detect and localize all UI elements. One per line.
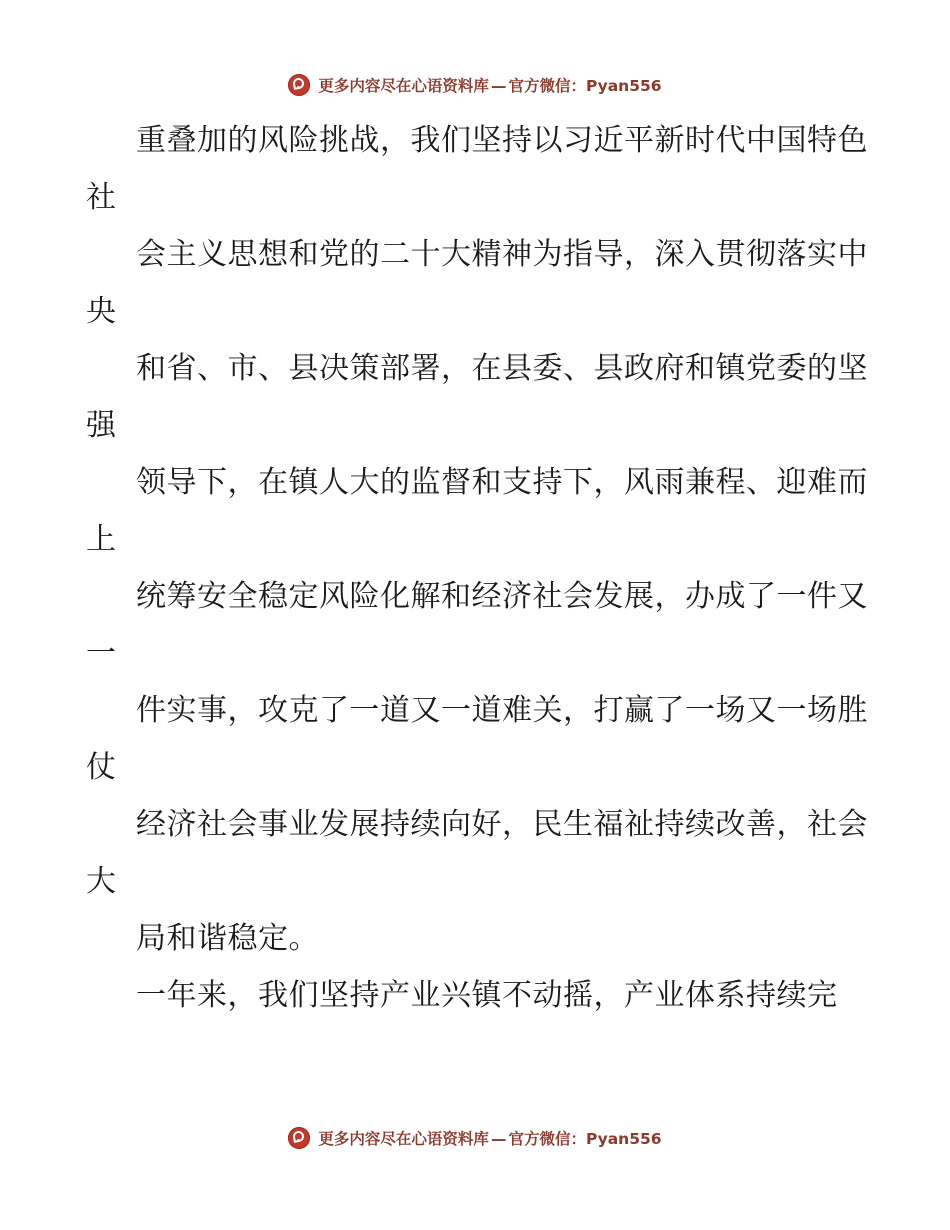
watermark-prefix-top: 更多内容尽在心语资料库 — [318, 77, 489, 95]
paragraph-line: 会主义思想和党的二十大精神为指导，深入贯彻落实中央 — [86, 237, 868, 329]
wechat-logo-icon — [288, 74, 310, 96]
watermark-wechat-id-bottom: Pyan556 — [585, 1130, 662, 1148]
watermark-sep-bottom: — — [490, 1130, 507, 1148]
wechat-logo-icon — [288, 1127, 310, 1149]
watermark-banner-top — [0, 74, 950, 96]
watermark-prefix-bottom: 更多内容尽在心语资料库 — [318, 1130, 489, 1148]
paragraph-line: 一年来，我们坚持产业兴镇不动摇，产业体系持续完 — [136, 978, 838, 1013]
paragraph-line: 经济社会事业发展持续向好，民生福祉持续改善，社会大 — [86, 807, 868, 899]
watermark-label-top: 官方微信： — [508, 77, 586, 95]
watermark-sep-top: — — [490, 77, 507, 95]
watermark-text-top — [318, 74, 661, 96]
paragraph-line: 和省、市、县决策部署，在县委、县政府和镇党委的坚强 — [86, 351, 868, 443]
paragraph-line: 局和谐稳定。 — [136, 921, 319, 956]
watermark-wechat-id-top: Pyan556 — [585, 77, 662, 95]
watermark-label-bottom: 官方微信： — [508, 1130, 586, 1148]
paragraph-line: 领导下，在镇人大的监督和支持下，风雨兼程、迎难而上 — [86, 465, 868, 557]
document-text-body — [86, 112, 876, 1024]
watermark-banner-bottom — [0, 1127, 950, 1149]
paragraph-line: 件实事，攻克了一道又一道难关，打赢了一场又一场胜仗 — [86, 693, 868, 785]
paragraph-line: 重叠加的风险挑战，我们坚持以习近平新时代中国特色社 — [86, 123, 868, 215]
watermark-text-bottom — [318, 1127, 661, 1149]
paragraph-line: 统筹安全稳定风险化解和经济社会发展，办成了一件又一 — [86, 579, 868, 671]
